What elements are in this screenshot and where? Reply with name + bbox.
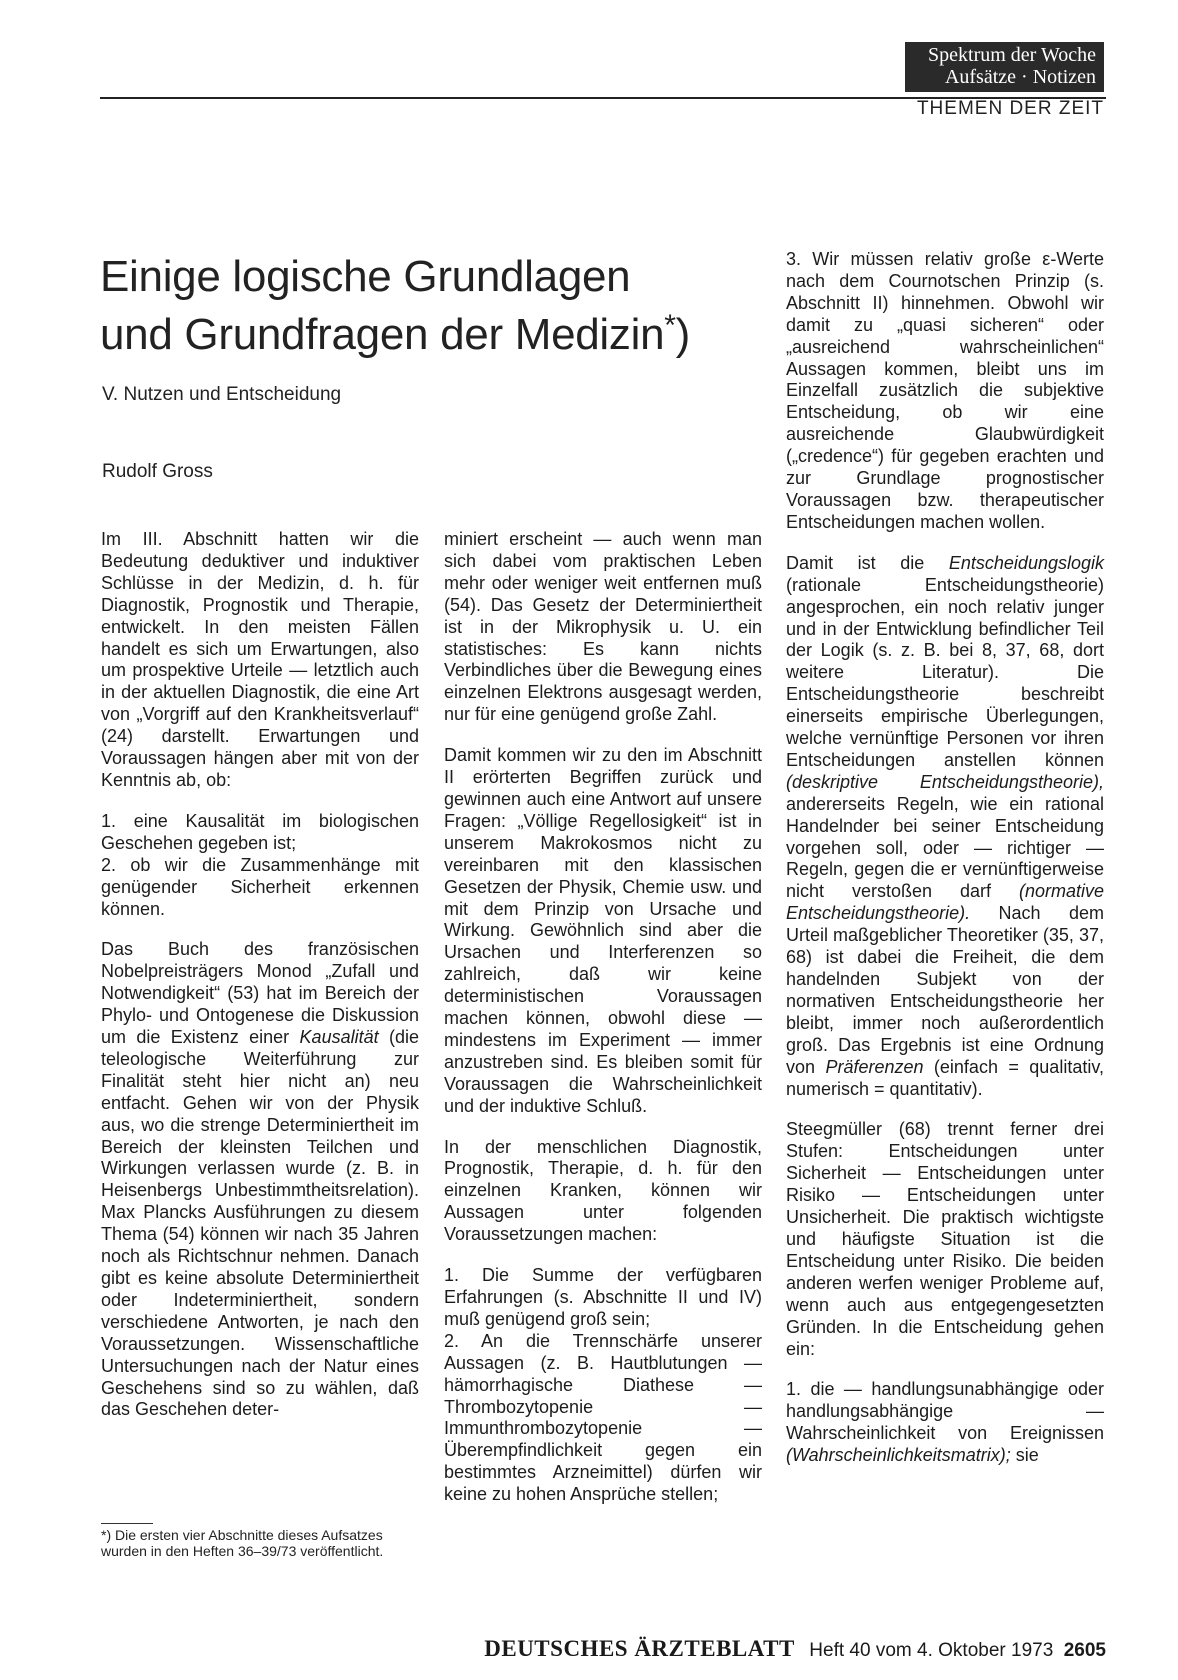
section-badge [905,42,1104,92]
section-label: THEMEN DER ZEIT [916,98,1104,119]
paragraph [101,939,419,1421]
article-author: Rudolf Gross [102,461,213,482]
list-item [786,1379,1104,1467]
title-line-1: Einige logische Grundlagen [100,252,631,301]
list-item [101,855,419,921]
paragraph: Steegmüller (68) trennt ferner drei Stufen: Entscheidungen unter Sicherheit — Entscheidungen unter Risiko — Entscheidungen unter Unsicherheit. Die praktisch wichtigste und häufigste Situation ist die Entscheidung unter Risiko. Die beiden anderen werfen weniger Probleme auf, wenn auch aus entgegengesetzten Gründen. In die Entscheidung gehen ein: [786,1119,1104,1359]
page-footer [474,1636,1106,1662]
text-run: Das Buch des französischen Nobelpreisträgers Monod „Zufall und Notwendigkeit“ (53) hat im Bereich der Phylo- und Ontogenese die Diskussion um die Existenz einer [101,939,419,1048]
footnote: *) Die ersten vier Abschnitte dieses Aufsatzes wurden in den Heften 36–39/73 veröffentlicht. [101,1527,384,1559]
title-footnote-mark: * [664,309,676,342]
title-line-2: und Grundfragen der Medizin [100,310,665,359]
text-run: (rationale Entscheidungstheorie) angesprochen, ein noch relativ junger und in der Entwicklung befindlicher Teil der Logik (s. z. B. bei 8, 37, 68, dort weitere Literatur). Die Entscheidungstheorie beschreibt einerseits empirische Überlegungen, welche vernünftige Personen vor ihren Entscheidungen anstellen können [786,574,1104,770]
paragraph: miniert erscheint — auch wenn man sich dabei vom praktischen Leben mehr oder weniger weit entfernen muß (54). Das Gesetz der Determiniertheit ist in der Mikrophysik u. U. ein statistisches: Es kann nichts Verbindliches über die Bewegung eines einzelnen Elektrons ausgesagt werden, nur für eine genügend große Zahl. [444,529,762,725]
emphasis: (deskriptive Entscheidungstheorie), [786,771,1104,792]
emphasis: Präferenzen [825,1056,924,1077]
badge-line-2: Aufsätze · Notizen [944,66,1096,88]
journal-name: DEUTSCHES ÄRZTEBLATT [484,1636,795,1661]
paragraph [786,553,1104,1101]
footnote-rule [101,1523,153,1524]
paragraph: Damit kommen wir zu den im Abschnitt II erörterten Begriffen zurück und gewinnen auch eine Antwort auf unsere Fragen: „Völlige Regellosigkeit“ ist in unserem Makrokosmos nicht zu vereinbaren mit den klassischen Gesetzen der Physik, Chemie usw. und mit dem Prinzip von Ursache und Wirkung. Gewöhnlich sind aber die Ursachen und Interferenzen so zahlreich, daß wir keine deterministischen Voraussagen machen können, obwohl diese — mindestens im Experiment — immer anzustreben sind. Es bleiben somit für Voraussagen die Wahrscheinlichkeit und der induktive Schluß. [444,745,762,1116]
page-number: 2605 [1063,1640,1106,1661]
text-run: Damit ist die [786,552,949,573]
issue-info: Heft 40 vom 4. Oktober 1973 [809,1640,1054,1661]
text-column-2 [444,529,762,1525]
emphasis: (Wahrscheinlichkeitsmatrix); [786,1445,1011,1466]
article-subtitle: V. Nutzen und Entscheidung [102,384,342,405]
emphasis: Kausalität [299,1027,379,1048]
text-run: andererseits Regeln, wie ein rational Handelnder bei seiner Entscheidung vorgehen soll, oder — richtiger — Regeln, gegen die er vernünftigerweise nicht verstoßen darf [786,793,1104,902]
text-run: (einfach = qualitativ, numerisch = quantitativ). [786,1056,1104,1099]
text-run: sie [1010,1445,1039,1466]
list-item [101,811,419,855]
emphasis: Entscheidungslogik [948,552,1104,573]
text-column-3 [786,249,1104,1486]
text-run: 1. die — handlungsunabhängige oder handlungsabhängige — Wahrscheinlichkeit von Ereignissen [786,1379,1104,1444]
paragraph: Im III. Abschnitt hatten wir die Bedeutung deduktiver und induktiver Schlüsse in der Medizin, d. h. für Diagnostik, Prognostik und Therapie, entwickelt. In den meisten Fällen handelt es sich um Erwartungen, also um prospektive Urteile — letztlich auch in der aktuellen Diagnostik, die eine Art von „Vorgriff auf den Krankheitsverlauf“ (24) darstellt. Erwartungen und Voraussagen hängen aber mit von der Kenntnis ab, ob: [101,529,419,790]
article-title [100,248,740,364]
badge-line-1: Spektrum der Woche [928,44,1096,66]
title-close-paren: ) [675,310,690,359]
list-item: 2. An die Trennschärfe unserer Aussagen (z. B. Hautblutungen — hämorrhagische Diathese — Thrombozytopenie — Immunthrombozytopenie — Überempfindlichkeit gegen ein bestimmtes Arzneimittel) dürfen wir keine zu hohen Ansprüche stellen; [444,1330,762,1505]
text-column-1 [101,529,419,1440]
text-run: Nach dem Urteil maßgeblicher Theoretiker (35, 37, 68) ist dabei die Freiheit, die dem handelnden Subjekt von der normativen Entscheidungstheorie her bleibt, immer noch außerordentlich groß. Das Ergebnis ist eine Ordnung von [786,903,1104,1077]
list-item-text: 1. eine Kausalität im biologischen Geschehen gegeben ist; [101,810,419,853]
text-run: (die teleologische Weiterführung zur Finalität steht hier nicht an) neu entfacht. Gehen wir von der Physik aus, wo die strenge Determiniertheit im Bereich der kleinsten Teilchen und Wirkungen verlassen wurde (z. B. in Heisenbergs Unbestimmtheitsrelation). Max Plancks Ausführungen zu diesem Thema (54) können wir nach 35 Jahren noch als Richtschnur nehmen. Danach gibt es keine absolute Determiniertheit oder Indeterminiertheit, sondern verschiedene Antworten, je nach den Voraussetzungen. Wissenschaftliche Untersuchungen nach der Natur eines Geschehens sind so zu wählen, daß das Geschehen deter- [101,1027,419,1420]
list-item: 1. Die Summe der verfügbaren Erfahrungen (s. Abschnitte II und IV) muß genügend groß sein; [444,1265,762,1329]
paragraph: In der menschlichen Diagnostik, Prognostik, Therapie, d. h. für den einzelnen Kranken, können wir Aussagen unter folgenden Voraussetzungen machen: [444,1136,762,1245]
paragraph: 3. Wir müssen relativ große ε-Werte nach dem Cournotschen Prinzip (s. Abschnitt II) hinnehmen. Obwohl wir damit zu „quasi sicheren“ oder „ausreichend wahrscheinlichen“ Aussagen kommen, bleibt uns im Einzelfall zusätzlich die subjektive Entscheidung, ob wir eine ausreichende Glaubwürdigkeit („credence“) für gegeben erachten und zur Grundlage prognostischer Voraussagen bzw. therapeutischer Entscheidungen machen wollen. [786,249,1104,532]
emphasis: (normative Entscheidungstheorie). [786,881,1104,924]
list-item-text: 2. ob wir die Zusammenhänge mit genügender Sicherheit erkennen können. [101,854,419,919]
